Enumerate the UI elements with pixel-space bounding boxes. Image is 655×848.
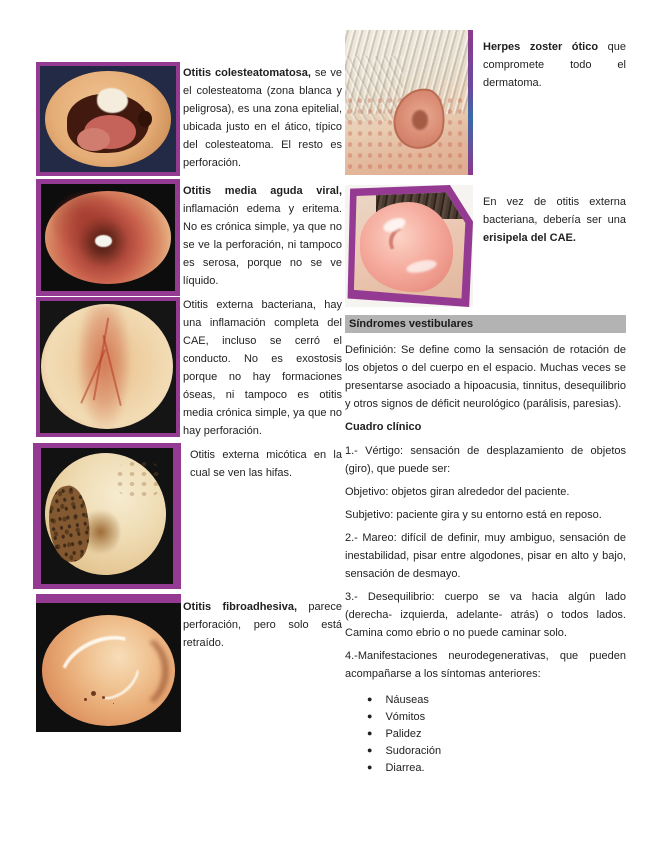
caption-fibroadhesive — [183, 598, 342, 652]
symptom-item-vertigo: 1.- Vértigo: sensación de desplazamiento de objetos (giro), que puede ser: — [345, 445, 626, 475]
list-item — [345, 760, 626, 777]
list-item — [345, 709, 626, 726]
list-item-label: Sudoración — [385, 745, 442, 757]
photo-detail — [77, 128, 110, 151]
list-item — [345, 692, 626, 709]
caption-cholesteatoma — [183, 64, 342, 172]
section-header-vestibular-syndromes: Síndromes vestibulares — [345, 315, 626, 333]
list-item — [345, 726, 626, 743]
erysipelas-photo — [345, 185, 473, 307]
caption-text: Otitis externa micótica en la cual se ven las hifas. — [190, 449, 342, 479]
list-item-label: Vómitos — [385, 711, 426, 723]
cholesteatoma-white-spot — [97, 88, 128, 112]
ear-photo — [41, 448, 173, 584]
list-item-label: Náuseas — [385, 694, 429, 706]
symptom-item-subjective: Subjetivo: paciente gira y su entorno está en reposo. — [345, 509, 602, 521]
otoscopy-fibroadhesive-image — [36, 594, 181, 732]
photo-detail — [468, 30, 473, 175]
bullet-icon: ● — [367, 711, 373, 721]
ear-photo — [41, 184, 175, 291]
caption-text: Otitis externa bacteriana, hay una inflamación completa del CAE, incluso se cerró el conducto. No es exostosis porque no hay formaciones óseas, ni tampoco es otitis media crónica simple, ya que no hay perforación. — [183, 299, 342, 437]
otoscopy-bacterial-external-image — [36, 297, 180, 437]
list-item-label: Diarrea. — [385, 762, 425, 774]
caption-acute-viral — [183, 182, 342, 290]
vestibular-section-body — [345, 341, 626, 777]
otoscopy-mycotic-image — [33, 443, 181, 589]
caption-bacterial-external — [183, 296, 342, 440]
caption-text: parece perforación, pero solo está retraído. — [183, 601, 342, 649]
symptom-item-neurodegenerative: 4.-Manifestaciones neurodegenerativas, que pueden acompañarse a los síntomas anteriores: — [345, 650, 626, 680]
photo-detail — [412, 110, 429, 130]
caption-erysipelas — [483, 193, 626, 247]
bullet-icon: ● — [367, 728, 373, 738]
bullet-icon: ● — [367, 694, 373, 704]
caption-bold: Herpes zoster ótico — [483, 41, 599, 53]
herpes-zoster-photo — [345, 30, 473, 175]
bullet-icon: ● — [367, 745, 373, 755]
caption-mycotic — [190, 446, 342, 482]
caption-text: se ve el colesteatoma (zona blanca y peligrosa), es una zona epitelial, ubicada justo en el ático, típico del colesteatoma. El resto es perforación. — [183, 67, 342, 169]
caption-bold: Otitis colesteatomatosa, — [183, 67, 311, 79]
symptom-item-dizziness: 2.- Mareo: difícil de definir, muy ambiguo, sensación de inestabilidad, pisar entre algodones, pisar en alto y bajo, sensación de desmayo. — [345, 532, 626, 580]
list-item-label: Palidez — [385, 728, 422, 740]
photo-detail — [91, 691, 96, 696]
otoscopy-cholesteatoma-image — [36, 62, 180, 176]
symptom-bullet-list — [345, 692, 626, 777]
symptom-item-imbalance: 3.- Desequilibrio: cuerpo se va hacia algún lado (derecha- izquierda, adelante- atrás) o todos lados. Camina como ebrio o no puede caminar solo. — [345, 591, 626, 639]
caption-bold: Otitis fibroadhesiva, — [183, 601, 298, 613]
list-item — [345, 743, 626, 760]
caption-bold: Otitis media aguda viral, — [183, 185, 342, 197]
caption-text: En vez de otitis externa bacteriana, debería ser una — [483, 196, 626, 226]
photo-detail — [114, 459, 164, 500]
photo-detail — [95, 235, 112, 247]
clinical-picture-title: Cuadro clínico — [345, 421, 422, 433]
caption-herpes-zoster — [483, 38, 626, 92]
otoscopy-acute-viral-image — [36, 179, 180, 296]
photo-detail — [78, 306, 130, 427]
bullet-icon: ● — [367, 762, 373, 772]
ear-photo — [36, 603, 181, 732]
ear-photo — [40, 66, 176, 172]
symptom-item-objective: Objetivo: objetos giran alrededor del paciente. — [345, 486, 570, 498]
caption-text: que compromete todo el dermatoma. — [483, 41, 626, 89]
ear-photo — [40, 301, 176, 433]
caption-text: inflamación edema y eritema. No es crónica simple, ya que no se ve la perforación, ni tampoco es serosa, porque no se ve líquido. — [183, 203, 342, 287]
caption-bold: erisipela del CAE. — [483, 232, 576, 244]
definition-paragraph: Definición: Se define como la sensación de rotación de los objetos o del cuerpo en el espacio. Muchas veces se presentarse asociado a hipoacusia, tinnitus, desequilibrio y otros signos de déficit neurológico (parálisis, paresias). — [345, 344, 626, 410]
photo-detail — [138, 111, 152, 128]
